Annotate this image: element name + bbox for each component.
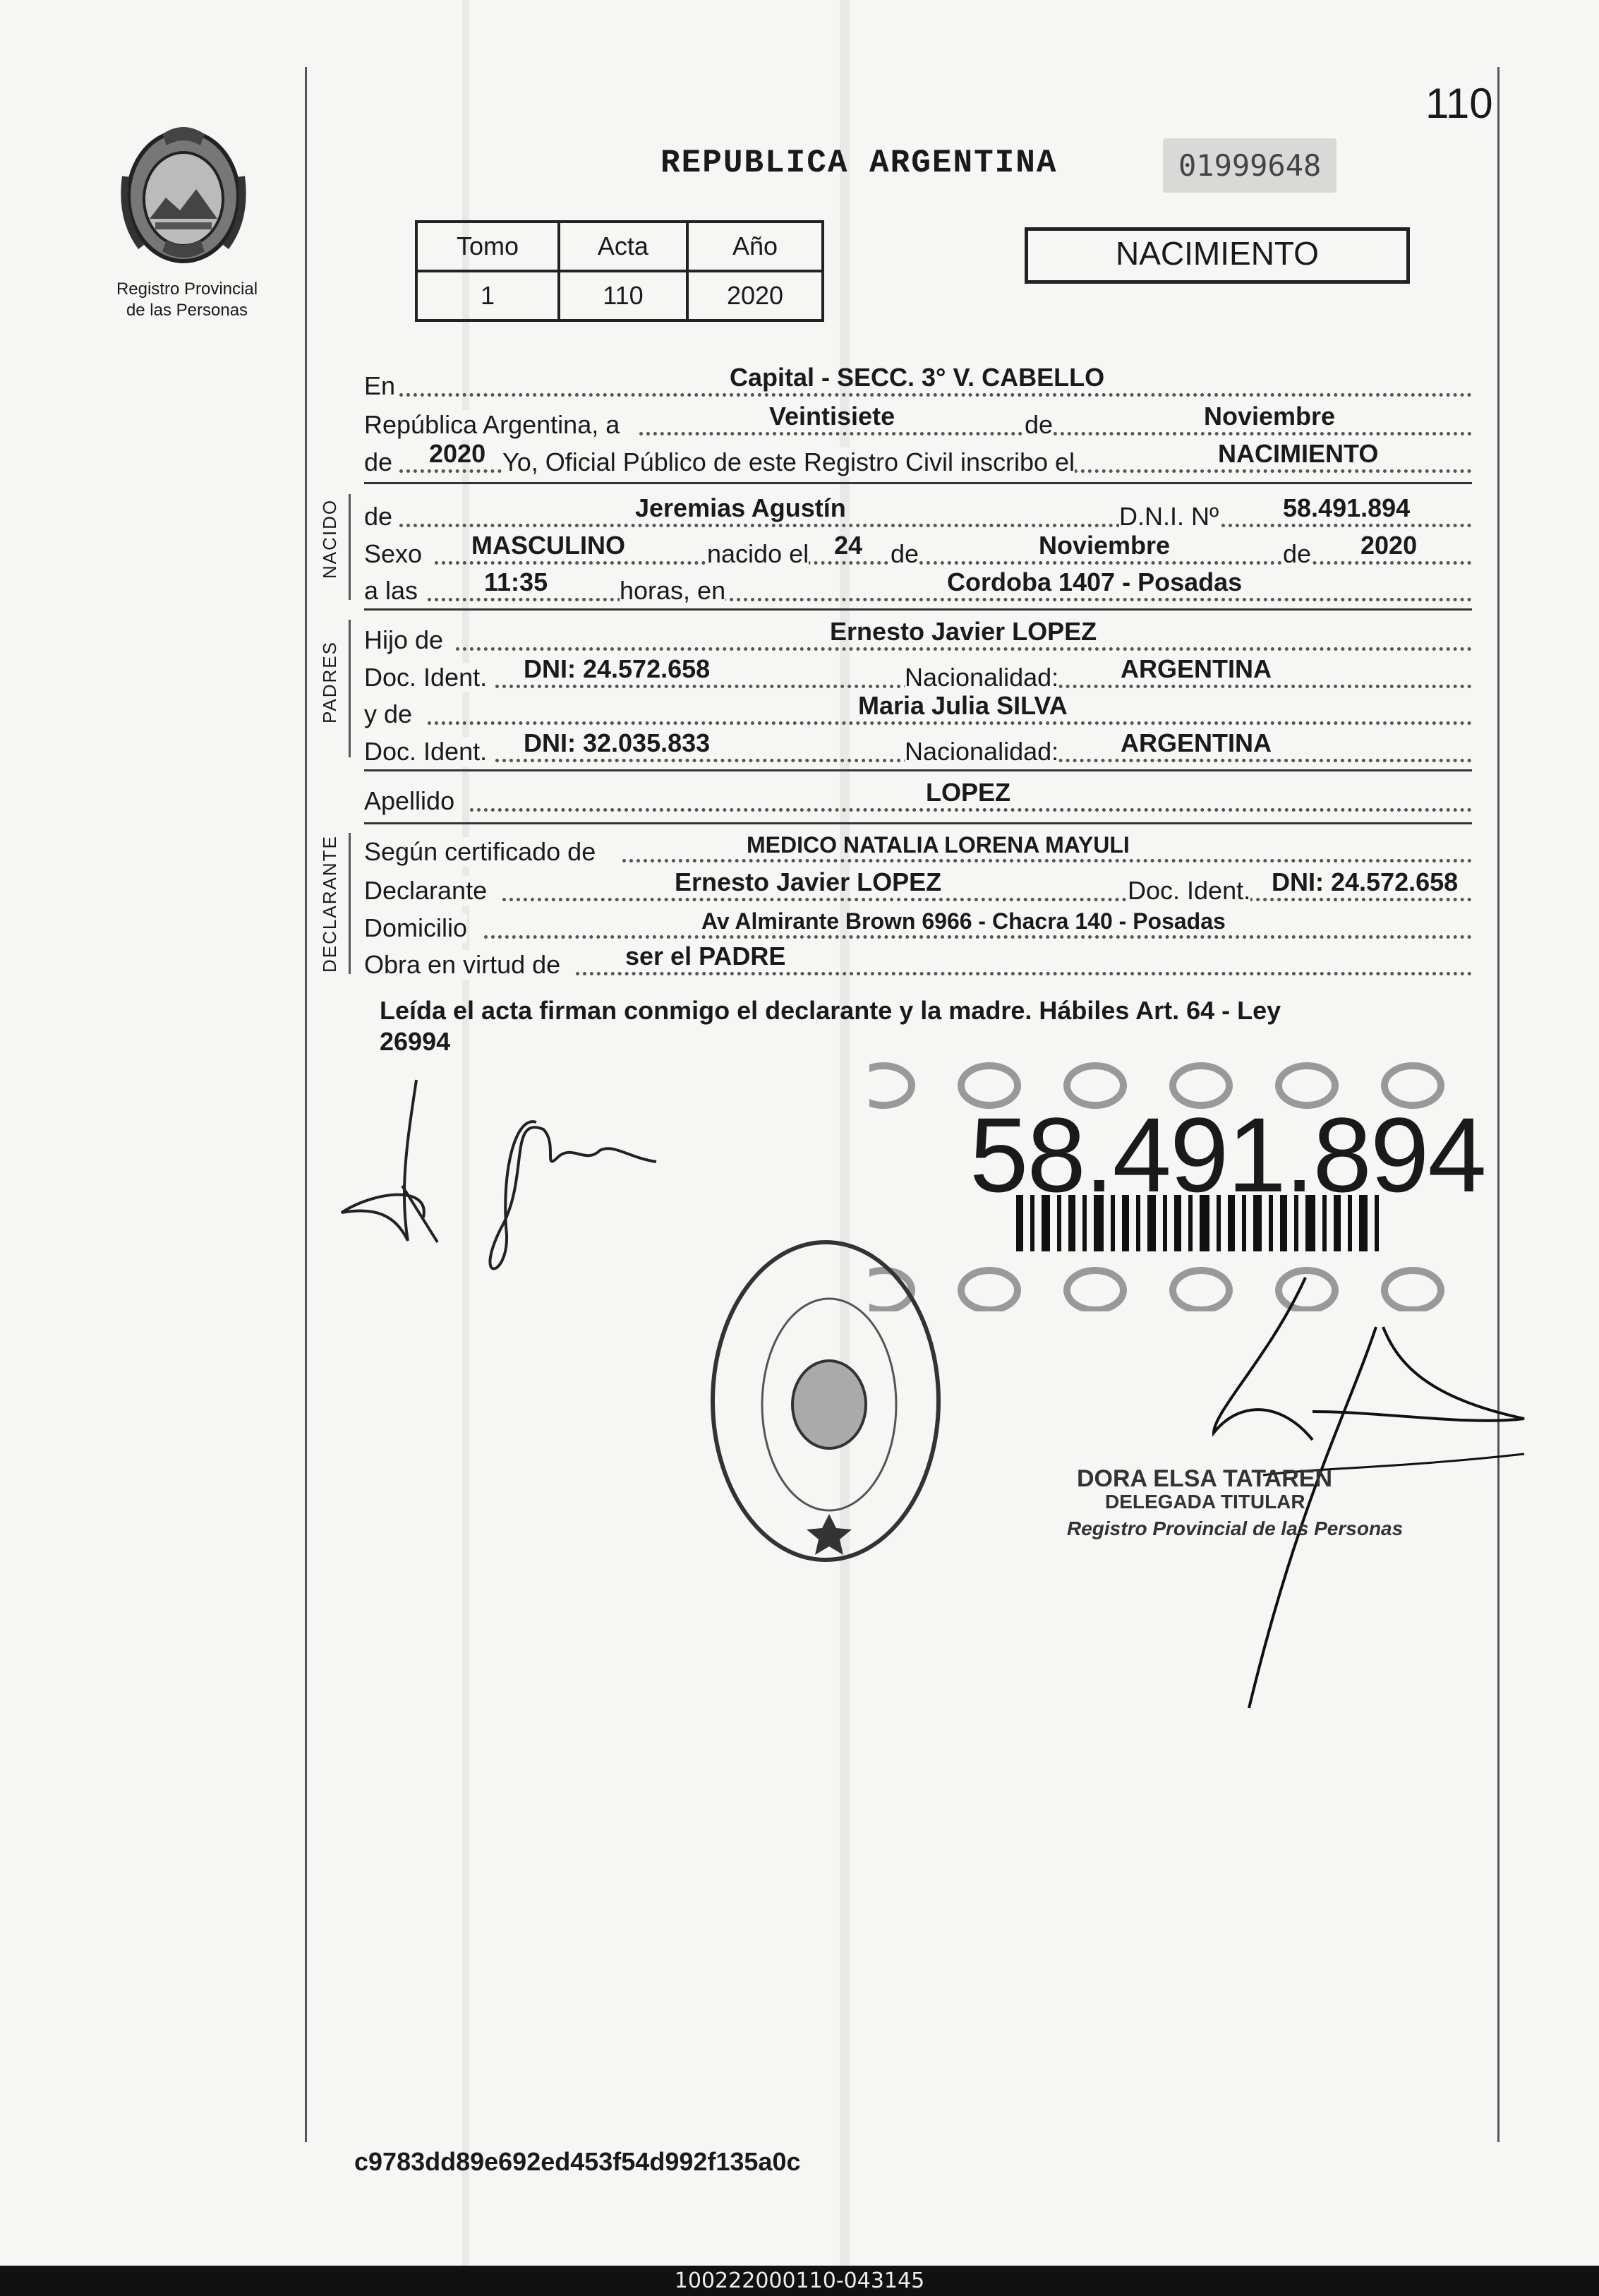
label-de4: de — [891, 539, 919, 568]
value-apellido: LOPEZ — [926, 778, 1011, 807]
sticker-dni-number: 58.491.894 — [970, 1095, 1485, 1214]
value-declarante: Ernesto Javier LOPEZ — [675, 867, 942, 896]
value-padre: Ernesto Javier LOPEZ — [830, 617, 1097, 646]
official-round-stamp — [706, 1235, 960, 1567]
handwritten-signatures — [332, 1073, 670, 1285]
field-row-fecha — [364, 402, 1472, 440]
field-row-nombre — [364, 493, 1472, 531]
value-nacido-dia: 24 — [834, 531, 863, 560]
value-padre-doc: DNI: 24.572.658 — [524, 654, 711, 683]
label-nacionalidad-madre: Nacionalidad: — [905, 737, 1059, 766]
value-dia: Veintisiete — [769, 402, 895, 431]
section-bracket — [349, 620, 351, 757]
label-republica: República Argentina, a — [364, 410, 620, 439]
label-declarante: Declarante — [364, 876, 488, 905]
section-divider — [364, 608, 1472, 611]
document-type-box: NACIMIENTO — [1025, 227, 1410, 284]
label-horas-en: horas, en — [620, 576, 726, 605]
official-name: DORA ELSA TATAREN — [1077, 1465, 1333, 1492]
value-declarante-doc: DNI: 24.572.658 — [1272, 867, 1459, 896]
section-divider — [364, 482, 1472, 484]
logo-caption-line2: de las Personas — [126, 301, 248, 320]
table-header-tomo: Tomo — [416, 222, 559, 271]
legal-note-line1: Leída el acta firman conmigo el declarante y la madre. Hábiles Art. 64 - Ley — [380, 996, 1281, 1025]
value-madre-doc: DNI: 32.035.833 — [524, 728, 711, 757]
left-margin-line — [305, 67, 307, 2142]
value-lugar-registro: Capital - SECC. 3° V. CABELLO — [730, 363, 1105, 392]
section-divider — [364, 822, 1472, 824]
value-inscribo: NACIMIENTO — [1218, 439, 1379, 468]
logo-caption-line1: Registro Provincial — [116, 280, 258, 299]
label-domicilio: Domicilio — [364, 913, 468, 942]
label-obra-en-virtud: Obra en virtud de — [364, 950, 561, 979]
section-divider — [364, 769, 1472, 771]
label-sexo: Sexo — [364, 539, 423, 568]
field-row-en — [364, 363, 1472, 401]
value-nacido-mes: Noviembre — [1039, 531, 1171, 560]
field-row-padre — [364, 617, 1472, 655]
field-row-hora — [364, 567, 1472, 606]
label-hijo-de: Hijo de — [364, 625, 444, 654]
field-row-apellido — [364, 778, 1472, 816]
label-de3: de — [364, 502, 393, 531]
registry-table — [415, 220, 824, 322]
value-madre: Maria Julia SILVA — [858, 691, 1068, 720]
label-dni: D.N.I. Nº — [1119, 502, 1219, 531]
value-domicilio: Av Almirante Brown 6966 - Chacra 140 - Posadas — [701, 908, 1226, 934]
table-header-acta: Acta — [559, 222, 687, 271]
field-row-domicilio — [364, 909, 1472, 943]
value-hora: 11:35 — [484, 567, 548, 596]
label-yo-oficial: Yo, Oficial Público de este Registro Civil inscribo el — [502, 447, 1075, 476]
value-obra: ser el PADRE — [625, 942, 786, 970]
table-value-anio: 2020 — [687, 271, 823, 320]
label-doc-ident-padre: Doc. Ident. — [364, 663, 488, 692]
table-header-anio: Año — [687, 222, 823, 271]
logo-caption — [92, 279, 282, 321]
field-row-certificado — [364, 833, 1472, 867]
label-apellido: Apellido — [364, 786, 455, 815]
official-organization: Registro Provincial de las Personas — [1067, 1517, 1404, 1539]
page-number: 110 — [1425, 80, 1493, 127]
value-madre-nacionalidad: ARGENTINA — [1121, 728, 1272, 757]
label-de2: de — [364, 447, 393, 476]
section-label-nacido: NACIDO — [319, 498, 340, 579]
fold-crease — [840, 0, 850, 2266]
table-value-acta: 110 — [559, 271, 687, 320]
value-mes: Noviembre — [1204, 402, 1336, 431]
value-nacido-anio: 2020 — [1360, 531, 1418, 560]
label-y-de: y de — [364, 699, 413, 728]
table-value-tomo: 1 — [416, 271, 559, 320]
label-de: de — [1025, 410, 1054, 439]
legal-note — [380, 995, 1452, 1057]
value-dni: 58.491.894 — [1283, 493, 1411, 522]
page-title: REPUBLICA ARGENTINA — [660, 145, 1058, 181]
label-doc-ident-madre: Doc. Ident. — [364, 737, 488, 766]
section-bracket — [349, 494, 351, 600]
value-lugar-nacimiento: Cordoba 1407 - Posadas — [947, 567, 1243, 596]
section-bracket — [349, 833, 351, 974]
field-row-obra — [364, 942, 1472, 980]
section-label-padres: PADRES — [319, 641, 340, 723]
label-en: En — [364, 371, 396, 400]
value-sexo: MASCULINO — [471, 531, 625, 560]
serial-number: 01999648 — [1163, 138, 1336, 193]
field-row-sexo — [364, 531, 1472, 569]
field-row-madre — [364, 691, 1472, 729]
official-title: DELEGADA TITULAR — [1105, 1491, 1305, 1513]
field-row-declarante — [364, 867, 1472, 906]
label-segun-certificado: Según certificado de — [364, 837, 596, 866]
field-row-inscribo — [364, 439, 1472, 477]
value-padre-nacionalidad: ARGENTINA — [1121, 654, 1272, 683]
label-doc-ident-declarante: Doc. Ident. — [1128, 876, 1251, 905]
label-de5: de — [1283, 539, 1312, 568]
label-a-las: a las — [364, 576, 418, 605]
value-certificado: MEDICO NATALIA LORENA MAYULI — [747, 832, 1130, 858]
value-anio: 2020 — [429, 439, 486, 468]
document-hash: c9783dd89e692ed453f54d992f135a0c — [354, 2147, 801, 2176]
section-label-declarante: DECLARANTE — [319, 835, 340, 973]
label-nacido-el: nacido el — [707, 539, 809, 568]
right-margin-line — [1497, 67, 1500, 2142]
label-nacionalidad-padre: Nacionalidad: — [905, 663, 1059, 692]
field-row-madre-doc — [364, 728, 1472, 767]
field-row-padre-doc — [364, 654, 1472, 692]
footer-code: 100222000110-043145 — [0, 2266, 1599, 2296]
legal-note-line2: 26994 — [380, 1027, 451, 1056]
value-nombre: Jeremias Agustín — [635, 493, 846, 522]
province-seal-logo — [113, 120, 254, 275]
